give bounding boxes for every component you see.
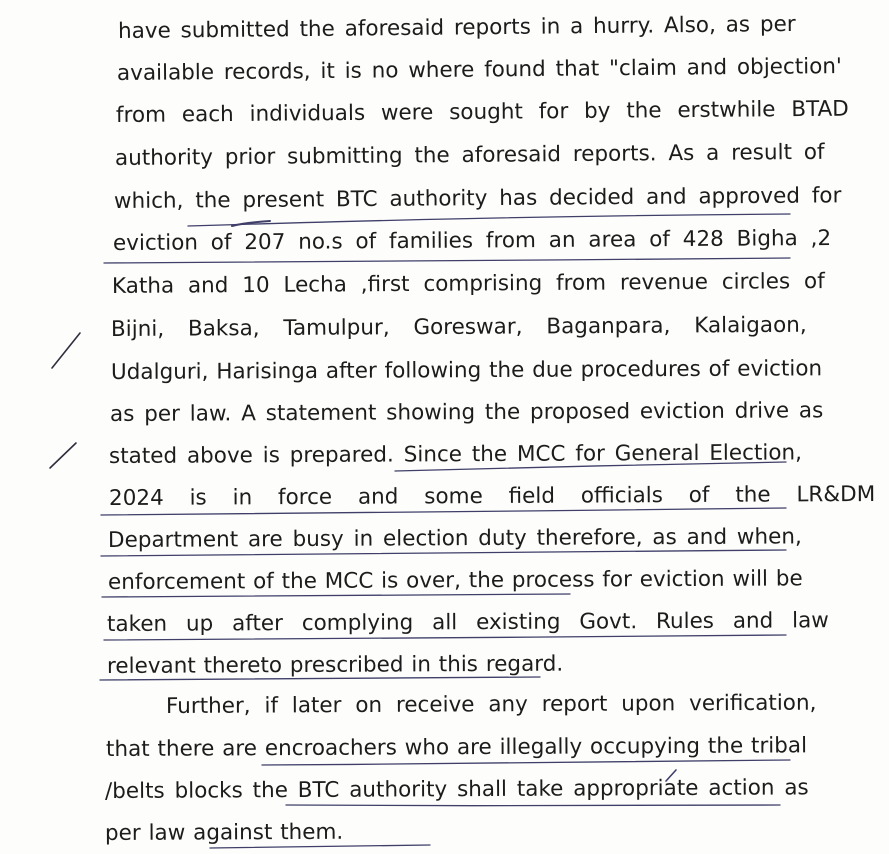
text-line: Katha and 10 Lecha ,first comprising from revenue circles of <box>111 269 825 299</box>
text-line: from each individuals were sought for by the erstwhile BTAD <box>115 96 849 128</box>
pen-underline <box>232 221 270 226</box>
text-line: have submitted the aforesaid reports in a hurry. Also, as per <box>117 11 796 44</box>
pen-underline <box>188 214 790 226</box>
text-line: available records, it is no where found that "claim and objection' <box>116 54 843 86</box>
text-line: per law against them. <box>104 819 344 846</box>
text-line: Department are busy in election duty therefore, as and when, <box>107 524 802 553</box>
margin-tick-mark <box>52 333 80 368</box>
text-line: that there are encroachers who are illegally occupying the tribal <box>105 733 808 762</box>
pen-underline <box>210 845 430 848</box>
text-line: relevant thereto prescribed in this regard. <box>106 651 564 679</box>
pen-underline <box>286 805 780 806</box>
pen-underline <box>104 258 790 263</box>
text-line: stated above is prepared. Since the MCC for General Election, <box>108 440 802 469</box>
text-line: taken up after complying all existing Govt. Rules and law <box>106 608 829 637</box>
text-line: Further, if later on receive any report upon verification, <box>165 690 817 719</box>
text-line: which, the present BTC authority has decided and approved for <box>113 183 842 214</box>
text-line: as per law. A statement showing the proposed eviction drive as <box>109 398 824 427</box>
margin-tick-mark <box>50 443 76 468</box>
text-line: Bijni, Baksa, Tamulpur, Goreswar, Baganpara, Kalaigaon, <box>110 312 807 342</box>
text-line: /belts blocks the BTC authority shall take appropriate action as <box>104 775 809 804</box>
text-line: enforcement of the MCC is over, the process for eviction will be <box>107 566 803 595</box>
margin-marks <box>50 333 80 468</box>
text-line: 2024 is in force and some field officials of the LR&DM <box>108 481 876 511</box>
text-line: Udalguri, Harisinga after following the due procedures of eviction <box>110 356 823 385</box>
text-line: eviction of 207 no.s of families from an area of 428 Bigha ,2 <box>112 225 832 256</box>
text-line: authority prior submitting the aforesaid reports. As a result of <box>114 139 825 171</box>
